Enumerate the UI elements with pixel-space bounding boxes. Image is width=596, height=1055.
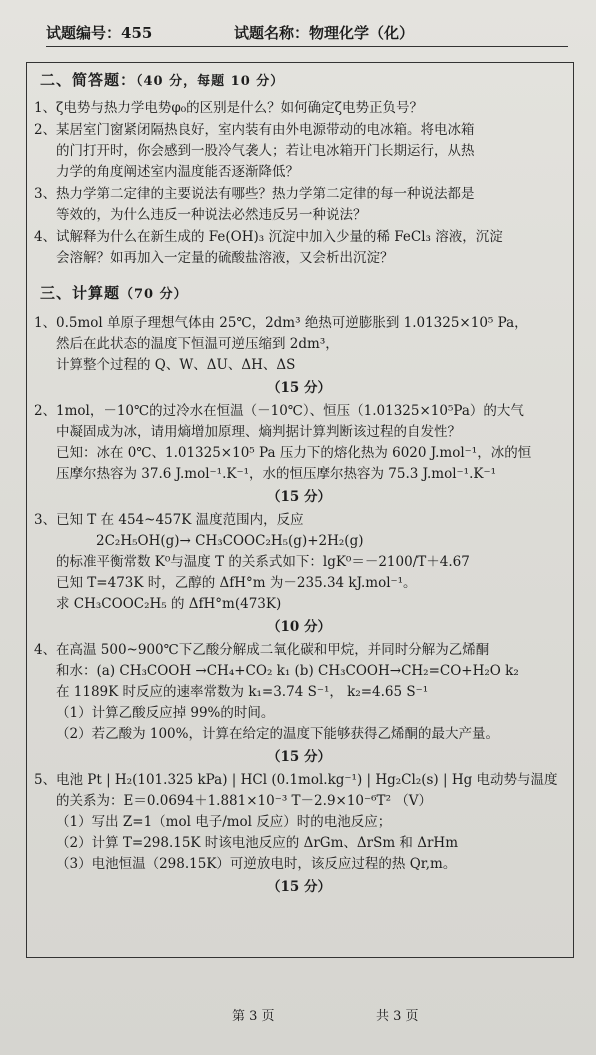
question-line: 然后在此状态的温度下恒温可逆压缩到 2dm³，: [56, 336, 339, 352]
question-points: （15 分）: [267, 380, 331, 396]
question-number: 3、: [34, 186, 57, 202]
question-item: [34, 640, 564, 745]
question-points: （10 分）: [267, 619, 331, 635]
section-3-questions: [34, 313, 564, 898]
question-line: 在 1189K 时反应的速率常数为 k₁=3.74 S⁻¹， k₂=4.65 S⁻¹: [56, 684, 429, 700]
exam-subject: 试题名称：物理化学（化）: [234, 24, 415, 42]
section-3-heading: [40, 283, 564, 305]
question-item: [34, 184, 564, 226]
question-line: （1）写出 Z=1（mol 电子/mol 反应）时的电池反应；: [56, 814, 392, 830]
question-line: （2）计算 T=298.15K 时该电池反应的 ΔrGm、ΔrSm 和 ΔrHm: [56, 835, 459, 851]
question-item: [34, 510, 564, 615]
question-number: 4、: [34, 642, 57, 658]
question-item: [34, 401, 564, 485]
question-line: 中凝固成为冰，请用熵增加原理、熵判据计算判断该过程的自发性？: [56, 424, 461, 440]
question-line: 计算整个过程的 Q、W、ΔU、ΔH、ΔS: [56, 357, 296, 373]
question-item: [34, 98, 564, 119]
question-number: 2、: [34, 403, 57, 419]
question-line: 的门打开时，你会感到一股冷气袭人；若让电冰箱开门长期运行，从热: [56, 143, 475, 159]
exam-content: [34, 66, 564, 900]
question-line: 已知：冰在 0℃、1.01325×10⁵ Pa 压力下的熔化热为 6020 J.mol⁻¹，冰的恒: [56, 445, 532, 461]
section-2-title: 二、简答题：: [40, 71, 137, 89]
question-item: [34, 770, 564, 875]
section-2-questions: [34, 98, 564, 269]
question-number: 1、: [34, 315, 57, 331]
question-line: 力学的角度阐述室内温度能否逐渐降低？: [56, 164, 299, 180]
section-2-heading: [40, 70, 564, 92]
section-2-points: （40 分，每题 10 分）: [136, 74, 285, 89]
question-number: 4、: [34, 229, 57, 245]
question-number: 5、: [34, 772, 57, 788]
header-rule: [46, 46, 568, 47]
question-line: 热力学第二定律的主要说法有哪些？热力学第二定律的每一种说法都是: [56, 186, 475, 202]
question-item: [34, 120, 564, 183]
question-line: 已知 T 在 454~457K 温度范围内，反应: [56, 512, 304, 528]
section-3-points: （70 分）: [120, 287, 188, 302]
question-line: 2C₂H₅OH(g)→ CH₃COOC₂H₅(g)+2H₂(g): [96, 533, 364, 549]
question-line: 0.5mol 单原子理想气体由 25℃，2dm³ 绝热可逆膨胀到 1.01325×10⁵ Pa，: [56, 315, 528, 331]
question-line: 在高温 500~900℃下乙酸分解成二氧化碳和甲烷，并同时分解为乙烯酮: [56, 642, 490, 658]
page-total: 共 3 页: [376, 1009, 419, 1024]
question-points: （15 分）: [267, 879, 331, 895]
question-line: 等效的，为什么违反一种说法必然违反另一种说法？: [56, 207, 367, 223]
question-line: 已知 T=473K 时，乙醇的 ΔfH°m 为－235.34 kJ.mol⁻¹。: [56, 575, 417, 591]
question-line: 和水：(a) CH₃COOH →CH₄+CO₂ k₁ (b) CH₃COOH→CH₂=CO+H₂O k₂: [56, 663, 519, 679]
question-line: 的标准平衡常数 K⁰与温度 T 的关系式如下：lgK⁰＝－2100/T＋4.67: [56, 554, 470, 570]
question-line: 1mol，－10℃的过冷水在恒温（－10℃）、恒压（1.01325×10⁵Pa）的大气: [56, 403, 524, 419]
page-number: 第 3 页: [232, 1009, 275, 1024]
question-points: （15 分）: [267, 489, 331, 505]
question-number: 3、: [34, 512, 57, 528]
question-line: 试解释为什么在新生成的 Fe(OH)₃ 沉淀中加入少量的稀 FeCl₃ 溶液，沉淀: [56, 229, 503, 245]
question-line: （1）计算乙酸反应掉 99%的时间。: [56, 705, 275, 721]
question-item: [34, 227, 564, 269]
exam-id: 试题编号：455: [46, 24, 153, 42]
question-line: 压摩尔热容为 37.6 J.mol⁻¹.K⁻¹，水的恒压摩尔热容为 75.3 J.mol⁻¹.K⁻¹: [56, 466, 496, 482]
page-header: [46, 16, 568, 46]
question-item: [34, 313, 564, 376]
question-line: （3）电池恒温（298.15K）可逆放电时，该反应过程的热 Qr,m。: [56, 856, 457, 872]
question-points: （15 分）: [267, 749, 331, 765]
question-line: 求 CH₃COOC₂H₅ 的 ΔfH°m(473K): [56, 596, 282, 612]
question-line: 会溶解？如再加入一定量的硫酸盐溶液，又会析出沉淀？: [56, 250, 394, 266]
question-number: 2、: [34, 122, 57, 138]
question-number: 1、: [34, 100, 57, 116]
section-3-title: 三、计算题: [40, 284, 121, 302]
question-line: ζ电势与热力学电势φ₀的区别是什么？如何确定ζ电势正负号？: [56, 100, 423, 116]
question-line: 某居室门窗紧闭隔热良好，室内装有由外电源带动的电冰箱。将电冰箱: [56, 122, 475, 138]
question-line: （2）若乙酸为 100%，计算在给定的温度下能够获得乙烯酮的最大产量。: [56, 726, 499, 742]
question-line: 的关系为：E＝0.0694＋1.881×10⁻³ T－2.9×10⁻⁶T² （V）: [56, 793, 433, 809]
question-line: 电池 Pt | H₂(101.325 kPa) | HCl (0.1mol.kg⁻¹) | Hg₂Cl₂(s) | Hg 电动势与温度: [56, 772, 558, 788]
